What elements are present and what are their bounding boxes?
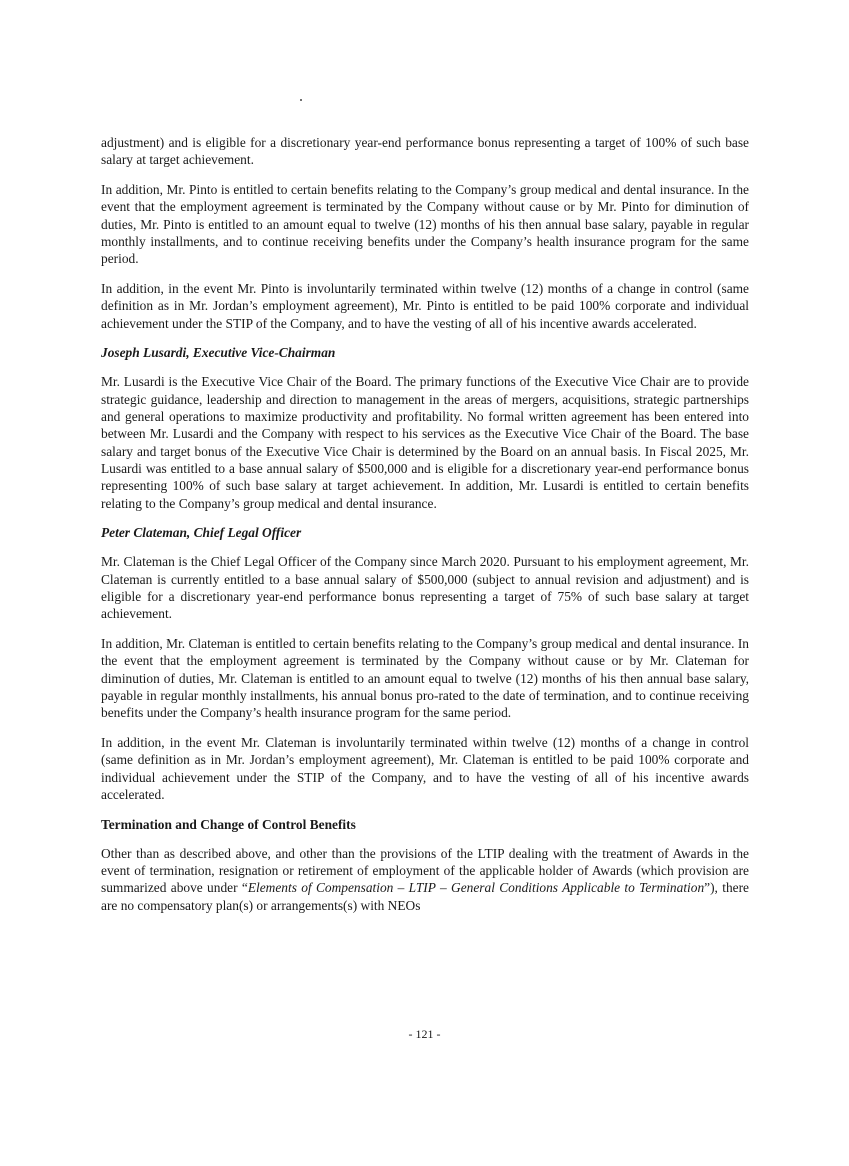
paragraph-termination-part-a: Other than as described above, and other than the provisions of the LTIP dealing with the treatment of Awards in the event of termination, resignation or retirement of employment of the applicable holder of Awards (which provision are summarized above under “ (101, 845, 749, 896)
page-body (101, 134, 749, 914)
paragraph-lusardi: Mr. Lusardi is the Executive Vice Chair of the Board. The primary functions of the Executive Vice Chair are to provide strategic guidance, leadership and direction to management in the areas of mergers, acquisitions, strategic partnerships and general operations to maximize productivity and profitability. No formal written agreement has been entered into between Mr. Lusardi and the Company with respect to his services as the Executive Vice Chair of the Board. The base salary and target bonus of the Executive Vice Chair is determined by the Board on an annual basis. In Fiscal 2025, Mr. Lusardi was entitled to a base annual salary of $500,000 and is eligible for a discretionary year-end performance bonus representing 100% of such base salary at target achievement. In addition, Mr. Lusardi is entitled to certain benefits relating to the Company’s group medical and dental insurance. (101, 374, 749, 511)
page-number: - 121 - (408, 1027, 441, 1041)
paragraph-pinto-change-of-control: In addition, in the event Mr. Pinto is involuntarily terminated within twelve (12) months of a change in control (same definition as in Mr. Jordan’s employment agreement), Mr. Pinto is entitled to be paid 100% corporate and individual achievement under the STIP of the Company, and to have the vesting of all of his incentive awards accelerated. (101, 281, 749, 331)
paragraph-clateman-change-of-control: In addition, in the event Mr. Clateman is involuntarily terminated within twelve (12) months of a change in control (same definition as in Mr. Jordan’s employment agreement), Mr. Clateman is entitled to be paid 100% corporate and individual achievement under the STIP of the Company, and to have the vesting of all of his incentive awards accelerated. (101, 735, 749, 802)
paragraph-clateman-agreement: Mr. Clateman is the Chief Legal Officer of the Company since March 2020. Pursuant to his employment agreement, Mr. Clateman is currently entitled to a base annual salary of $500,000 (subject to annual revision and adjustment) and is eligible for a discretionary year-end performance bonus representing a target of 75% of such base salary at target achievement. (101, 554, 749, 622)
paragraph-pinto-bonus: adjustment) and is eligible for a discretionary year-end performance bonus representing a target of 100% of such base salary at target achievement. (101, 135, 749, 168)
paragraph-termination-part-b: ”), there are no compensatory plan(s) or arrangements(s) with NEOs (101, 880, 749, 913)
paragraph-pinto-benefits: In addition, Mr. Pinto is entitled to certain benefits relating to the Company’s group medical and dental insurance. In the event that the employment agreement is terminated by the Company without cause or by Mr. Pinto for diminution of duties, Mr. Pinto is entitled to an amount equal to twelve (12) months of his then annual base salary, payable in regular monthly installments, and to continue receiving benefits under the Company’s health insurance program for the same period. (101, 182, 749, 267)
paragraph-termination (101, 845, 749, 914)
paragraph-termination-italic-ref: Elements of Compensation – LTIP – General Conditions Applicable to Termination (247, 880, 705, 896)
heading-joseph-lusardi: Joseph Lusardi, Executive Vice-Chairman (101, 345, 336, 361)
heading-termination-change-of-control: Termination and Change of Control Benefits (101, 816, 356, 832)
heading-peter-clateman: Peter Clateman, Chief Legal Officer (101, 525, 302, 541)
paragraph-clateman-benefits: In addition, Mr. Clateman is entitled to certain benefits relating to the Company’s group medical and dental insurance. In the event that the employment agreement is terminated by the Company without cause or by Mr. Clateman for diminution of duties, Mr. Clateman is entitled to an amount equal to twelve (12) months of his then annual base salary, payable in regular monthly installments, his annual bonus pro-rated to the date of termination, and to continue receiving benefits under the Company’s health insurance program for the same period. (101, 636, 749, 721)
scan-dot (300, 99, 302, 101)
